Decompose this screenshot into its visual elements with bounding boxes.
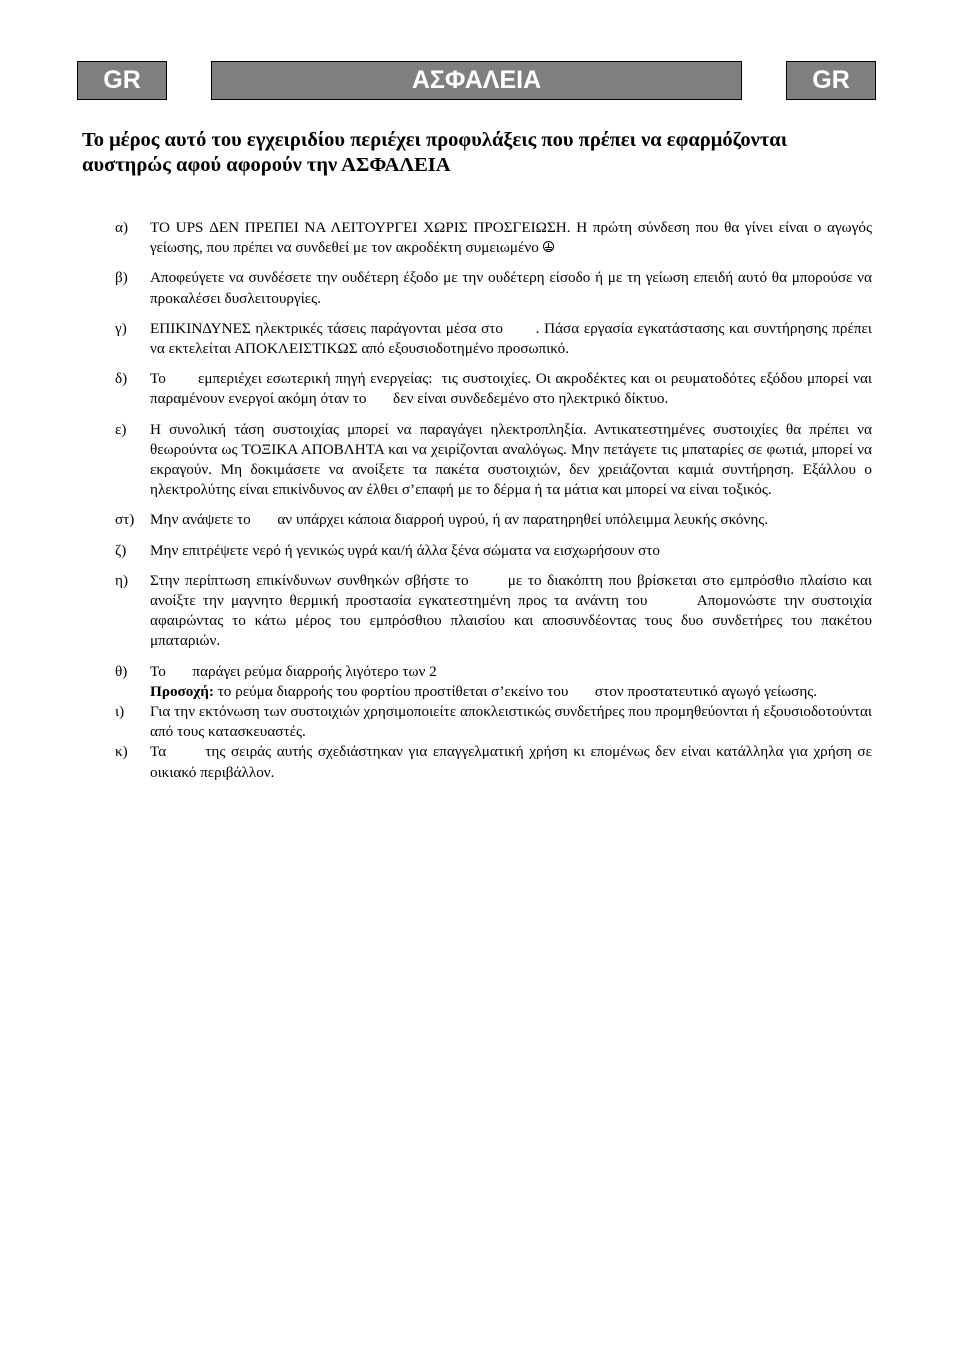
item-label: γ): [115, 319, 127, 337]
list-item: [115, 541, 872, 561]
list-item: [115, 571, 876, 652]
safety-list: [115, 218, 876, 783]
item-text: Το παράγει ρεύμα διαρροής λιγότερο των 2: [150, 662, 437, 680]
language-badge-left: [77, 61, 167, 100]
item-label: ζ): [115, 541, 127, 559]
item-text: Η συνολική τάση συστοιχίας μπορεί να παραγάγει ηλεκτροπληξία. Αντικατεστημένες συστοιχίες θα πρέπει να θεωρούντα ως ΤΟΞΙΚΑ ΑΠΟΒΛΗΤΑ και να χειρίζονται αναλόγως. Μην πετάγετε τις μπαταρίες σε φωτιά, μπορεί να εκραγούν. Μη δοκιμάσετε να ανοίξετε τα πακέτα συστοιχιών, δεν χρειάζονται καμιά συντήρηση. Εξάλλου ο ηλεκτρολύτης είναι επικίνδυνος αν έλθει σ’επαφή με το δέρμα ή τα μάτια και μπορεί να είναι τοξικός.: [150, 420, 872, 499]
item-label: κ): [115, 743, 128, 761]
section-title: ΑΣΦΑΛΕΙΑ: [411, 66, 542, 94]
list-item: [115, 369, 876, 409]
item-label: στ): [115, 511, 135, 529]
item-text: ΕΠΙΚΙΝΔΥΝΕΣ ηλεκτρικές τάσεις παράγονται μέσα στο . Πάσα εργασία εγκατάστασης και συντήρησης πρέπει να εκτελείται ΑΠΟΚΛΕΙΣΤΙΚΩΣ από εξουσιοδοτημένο προσωπικό.: [150, 319, 876, 358]
item-label: α): [115, 219, 129, 236]
list-item: [115, 742, 876, 782]
item-text: Το εμπεριέχει εσωτερική πηγή ενεργείας: τις συστοιχίες. Οι ακροδέκτες και οι ρευματοδότες εξόδου μπορεί ναι παραμένουν ενεργοί ακόμη όταν το δεν είναι συνδεδεμένο στο ηλεκτρικό δίκτυο.: [150, 370, 876, 408]
item-text: Μην ανάψετε το αν υπάρχει κάποια διαρροή υγρού, ή αν παρατηρηθεί υπόλειμμα λευκής σκόνης.: [150, 511, 769, 529]
list-item: [115, 268, 872, 308]
list-item: [115, 218, 872, 258]
intro-paragraph: Το μέρος αυτό του εγχειριδίου περιέχει προφυλάξεις που πρέπει να εφαρμόζονται αυστηρώς αφού αφορούν την ΑΣΦΑΛΕΙΑ: [82, 129, 788, 176]
section-title-banner: [211, 61, 742, 100]
language-code: GR: [812, 66, 850, 94]
list-item: [115, 420, 872, 501]
item-text: Στην περίπτωση επικίνδυνων συνθηκών σβήστε το με το διακόπτη που βρίσκεται στο εμπρόσθιο πλαίσιο και ανοίξτε την μαγνητο θερμική προστασία εγκατεστημένη προς τα ανάντη του Απομονώστε την συστοιχία αφαιρώντας το κάτω μέρος του εμπρόσθιου πλαισίου και αποσυνδέοντας τους δυο συνδετήρες του πακέτου μπαταριών.: [150, 571, 876, 650]
item-text: Τα της σειράς αυτής σχεδιάστηκαν για επαγγελματική χρήση κι επομένως δεν είναι κατάλληλα για χρήση σε οικιακό περιβάλλον.: [150, 743, 876, 781]
item-label: δ): [115, 370, 128, 388]
item-label: θ): [115, 662, 128, 680]
item-text: ΤΟ UPS ΔΕΝ ΠΡΕΠΕΙ ΝΑ ΛΕΙΤΟΥΡΓΕΙ ΧΩΡΙΣ ΠΡΟΣΓΕΙΩΣΗ. Η πρώτη σύνδεση που θα γίνει είναι ο αγωγός γείωσης, που πρέπει να συνδεθεί με τον ακροδέκτη συμειωμένο: [150, 219, 872, 257]
list-item: [115, 662, 872, 702]
attention-label: Προσοχή:: [150, 682, 214, 700]
list-item: [115, 319, 876, 359]
item-text: Μην επιτρέψετε νερό ή γενικώς υγρά και/ή άλλα ξένα σώματα να εισχωρήσουν στο: [150, 541, 661, 559]
item-label: ι): [115, 703, 125, 721]
item-label: β): [115, 269, 128, 287]
language-badge-right: [786, 61, 876, 100]
language-code: GR: [103, 66, 141, 94]
item-text: Για την εκτόνωση των συστοιχιών χρησιμοποιείτε αποκλειστικώς συνδετήρες που προμηθεύονται ή εξουσιοδοτούνται από τους κατασκευαστές.: [150, 703, 872, 741]
item-label: η): [115, 571, 128, 589]
item-label: ε): [115, 420, 127, 438]
item-text: Αποφεύγετε να συνδέσετε την ουδέτερη έξοδο με την ουδέτερη είσοδο ή με τη γείωση επειδή αυτό θα μπορούσε να προκαλέσει δυσλειτουργίες.: [150, 269, 872, 307]
ground-symbol-icon: [543, 241, 554, 252]
attention-text: το ρεύμα διαρροής του φορτίου προστίθεται σ’εκείνο του στον προστατευτικό αγωγό γείωσης.: [213, 682, 818, 700]
list-item: [115, 702, 872, 742]
list-item: [115, 510, 872, 530]
